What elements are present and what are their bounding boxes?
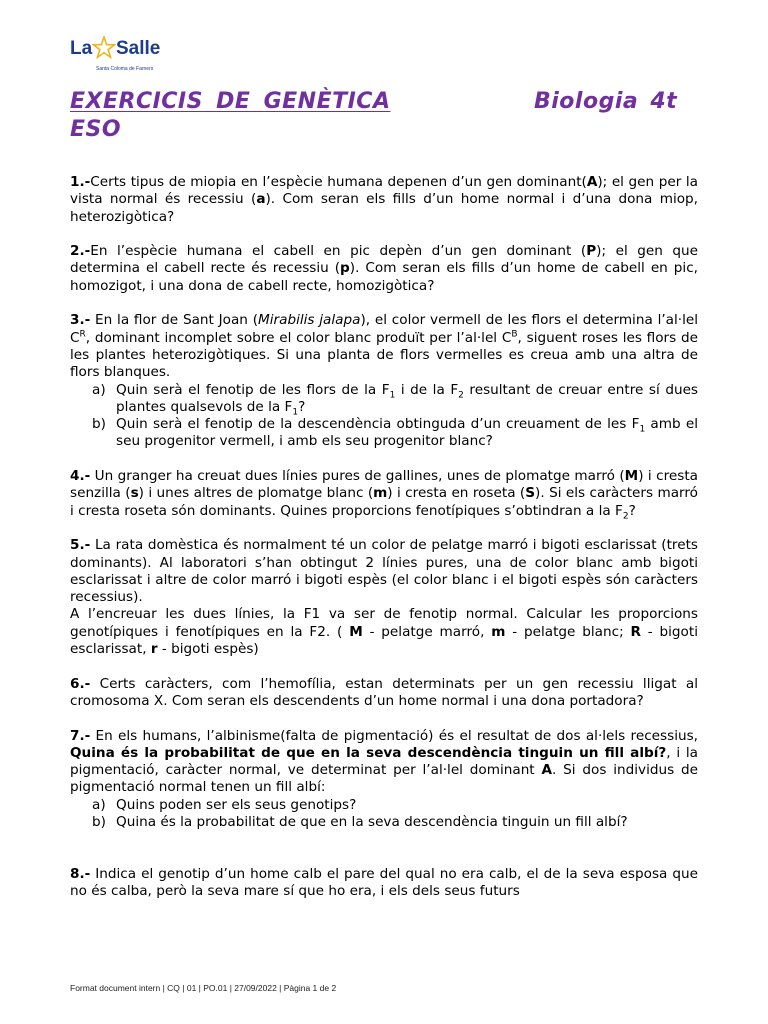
- exercise-text: - pelatge marró,: [362, 623, 492, 640]
- question-item: [70, 382, 698, 417]
- title-level: ESO: [70, 117, 122, 142]
- item-text: i de la F: [395, 381, 459, 398]
- item-letter: b): [92, 813, 106, 830]
- item-text: ?: [298, 398, 306, 415]
- star-icon: [92, 36, 116, 60]
- exercise-7: [70, 728, 698, 832]
- exercise-6: [70, 676, 698, 711]
- item-text: Quin serà el fenotip de la descendència obtinguda d’un creuament de les F: [116, 416, 640, 433]
- allele-symbol: P: [586, 243, 597, 260]
- allele-symbol: A: [541, 762, 552, 779]
- allele-symbol: r: [150, 641, 158, 658]
- exercise-number: 7.-: [70, 727, 91, 744]
- allele-symbol: s: [130, 485, 139, 502]
- allele-superscript: R: [79, 329, 86, 340]
- exercise-text: Indica el genotip d’un home calb el pare del qual no era calb, el de la seva esposa que no és calba, però la seva mare sí que ho era, i els dels seus futurs: [70, 865, 698, 899]
- exercise-text: ); el gen que determina el cabell recte és recessiu (: [70, 243, 699, 277]
- title-subject: Biologia 4t: [534, 89, 678, 114]
- exercise-text: A l’encreuar les dues línies, la F1 va ser de fenotip normal. Calcular les proporcions genotípiques i fenotípiques en la F2. (: [70, 606, 698, 640]
- exercise-text: En l’espècie humana el cabell en pic depèn d’un gen dominant (: [90, 243, 587, 260]
- question-item: [70, 416, 698, 451]
- exercise-text: ), el color vermell de les flors el determina l’al·lel C: [70, 312, 699, 346]
- allele-symbol: M: [349, 623, 363, 640]
- logo-text-left: La: [70, 38, 93, 59]
- question-item: [70, 814, 698, 831]
- exercise-8: [70, 866, 698, 901]
- allele-symbol: m: [491, 623, 506, 640]
- item-letter: a): [92, 381, 106, 398]
- exercise-5: [70, 537, 698, 658]
- lasalle-logo: [70, 38, 180, 78]
- generation-subscript: 1: [292, 407, 299, 418]
- allele-symbol: p: [340, 260, 350, 277]
- item-text: amb el seu progenitor vermell, i amb els seu progenitor blanc?: [116, 416, 698, 450]
- exercise-text: La rata domèstica és normalment té un color de pelatge marró i bigoti esclarissat (trets dominants). Al laboratori s’han obtingut 2 línies pures, una de color blanc amb bigoti esclarissat i altre de color marró i bigoti espès (el color blanc i el bigoti espès són caràcters recessius).: [70, 537, 698, 606]
- question-item: [70, 797, 698, 814]
- generation-subscript: 2: [622, 511, 629, 522]
- item-letter: a): [92, 796, 106, 813]
- exercise-text: ); el gen per la vista normal és recessiu (: [70, 174, 698, 208]
- allele-symbol: a: [256, 191, 266, 208]
- exercise-list: [70, 174, 698, 917]
- exercise-text: , i la pigmentació, caràcter normal, ve determinat per l’al·lel dominant: [70, 744, 698, 779]
- exercise-1: [70, 174, 698, 226]
- exercise-text: - bigoti espès): [157, 641, 259, 658]
- species-name: Mirabilis jalapa: [258, 312, 361, 329]
- logo-subtitle: Santa Coloma de Farners: [96, 66, 154, 72]
- exercise-text: , dominant incomplet sobre el color blanc produït per l’al·lel C: [85, 329, 512, 346]
- allele-superscript: B: [511, 329, 518, 340]
- generation-subscript: 2: [458, 390, 464, 401]
- exercise-text: Certs caràcters, com l’hemofília, estan determinats per un gen recessiu lligat al cromosoma X. Com seran els descendents d’un home normal i una dona portadora?: [70, 675, 698, 709]
- allele-symbol: S: [525, 485, 536, 502]
- exercise-text: ). Com seran els fills d’un home normal i d’una dona miop, heterozigòtica?: [70, 191, 698, 225]
- item-text: Quins poden ser els seus genotips?: [116, 796, 357, 813]
- exercise-text: , siguent roses les flors de les plantes heterozigòtiques. Si una planta de flors vermelles es creua amb una altra de flors blanques.: [70, 329, 698, 381]
- logo-text-right: Salle: [116, 38, 161, 59]
- exercise-number: 8.-: [70, 865, 91, 882]
- allele-symbol: M: [624, 468, 639, 485]
- page-footer: Format document intern | CQ | 01 | PO.01 | 27/09/2022 | Pàgina 1 de 2: [70, 983, 337, 993]
- exercise-text: - pelatge blanc;: [505, 623, 631, 640]
- exercise-text: ). Com seran els fills d’un home de cabell en pic, homozigot, i una dona de cabell recte, homozigòtica?: [70, 260, 698, 294]
- item-text: resultant de creuar entre sí dues plantes qualsevols de la F: [116, 381, 699, 415]
- allele-symbol: A: [586, 174, 598, 190]
- exercise-text: . Si dos individus de pigmentació normal tenen un fill albí:: [70, 762, 698, 796]
- exercise-text: Un granger ha creuat dues línies pures de gallines, unes de plomatge marró (: [90, 468, 625, 485]
- exercise-text: ) i cresta senzilla (: [70, 468, 698, 502]
- allele-symbol: R: [630, 623, 641, 640]
- exercise-text: En la flor de Sant Joan (: [90, 312, 259, 329]
- exercise-3: [70, 312, 698, 450]
- exercise-number: 1.-: [70, 174, 91, 190]
- question-list: [70, 382, 698, 451]
- title-main: EXERCICIS DE GENÈTICA: [70, 89, 391, 114]
- spacer: [70, 849, 698, 866]
- generation-subscript: 1: [389, 390, 396, 401]
- item-text: Quin serà el fenotip de les flors de la F: [116, 381, 390, 398]
- exercise-text: ) i unes altres de plomatge blanc (: [138, 485, 374, 502]
- exercise-number: 5.-: [70, 537, 91, 554]
- allele-symbol: m: [373, 485, 388, 502]
- exercise-text: ) i cresta en roseta (: [387, 485, 526, 502]
- exercise-2: [70, 243, 698, 295]
- item-text: Quina és la probabilitat de que en la seva descendència tinguin un fill albí?: [116, 813, 628, 830]
- generation-subscript: 1: [639, 424, 646, 435]
- exercise-number: 4.-: [70, 468, 91, 485]
- exercise-number: 3.-: [70, 312, 91, 329]
- allele-symbol: Quina és la probabilitat de que en la seva descendència tinguin un fill albí?: [70, 744, 667, 761]
- exercise-number: 6.-: [70, 675, 91, 692]
- item-letter: b): [92, 416, 106, 433]
- exercise-text: ?: [628, 502, 636, 519]
- exercise-text: En els humans, l’albinisme(falta de pigmentació) és el resultat de dos al·lels recessius,: [90, 727, 698, 744]
- exercise-4: [70, 468, 698, 520]
- page-title: [70, 88, 700, 144]
- exercise-text: - bigoti esclarissat,: [70, 623, 698, 658]
- exercise-text: ). Si els caràcters marró i cresta roseta són dominants. Quines proporcions fenotípiques s’obtindran a la F: [70, 485, 698, 519]
- question-list: [70, 797, 698, 832]
- exercise-number: 2.-: [70, 243, 91, 260]
- exercise-text: Certs tipus de miopia en l’espècie humana depenen d’un gen dominant(: [90, 174, 587, 190]
